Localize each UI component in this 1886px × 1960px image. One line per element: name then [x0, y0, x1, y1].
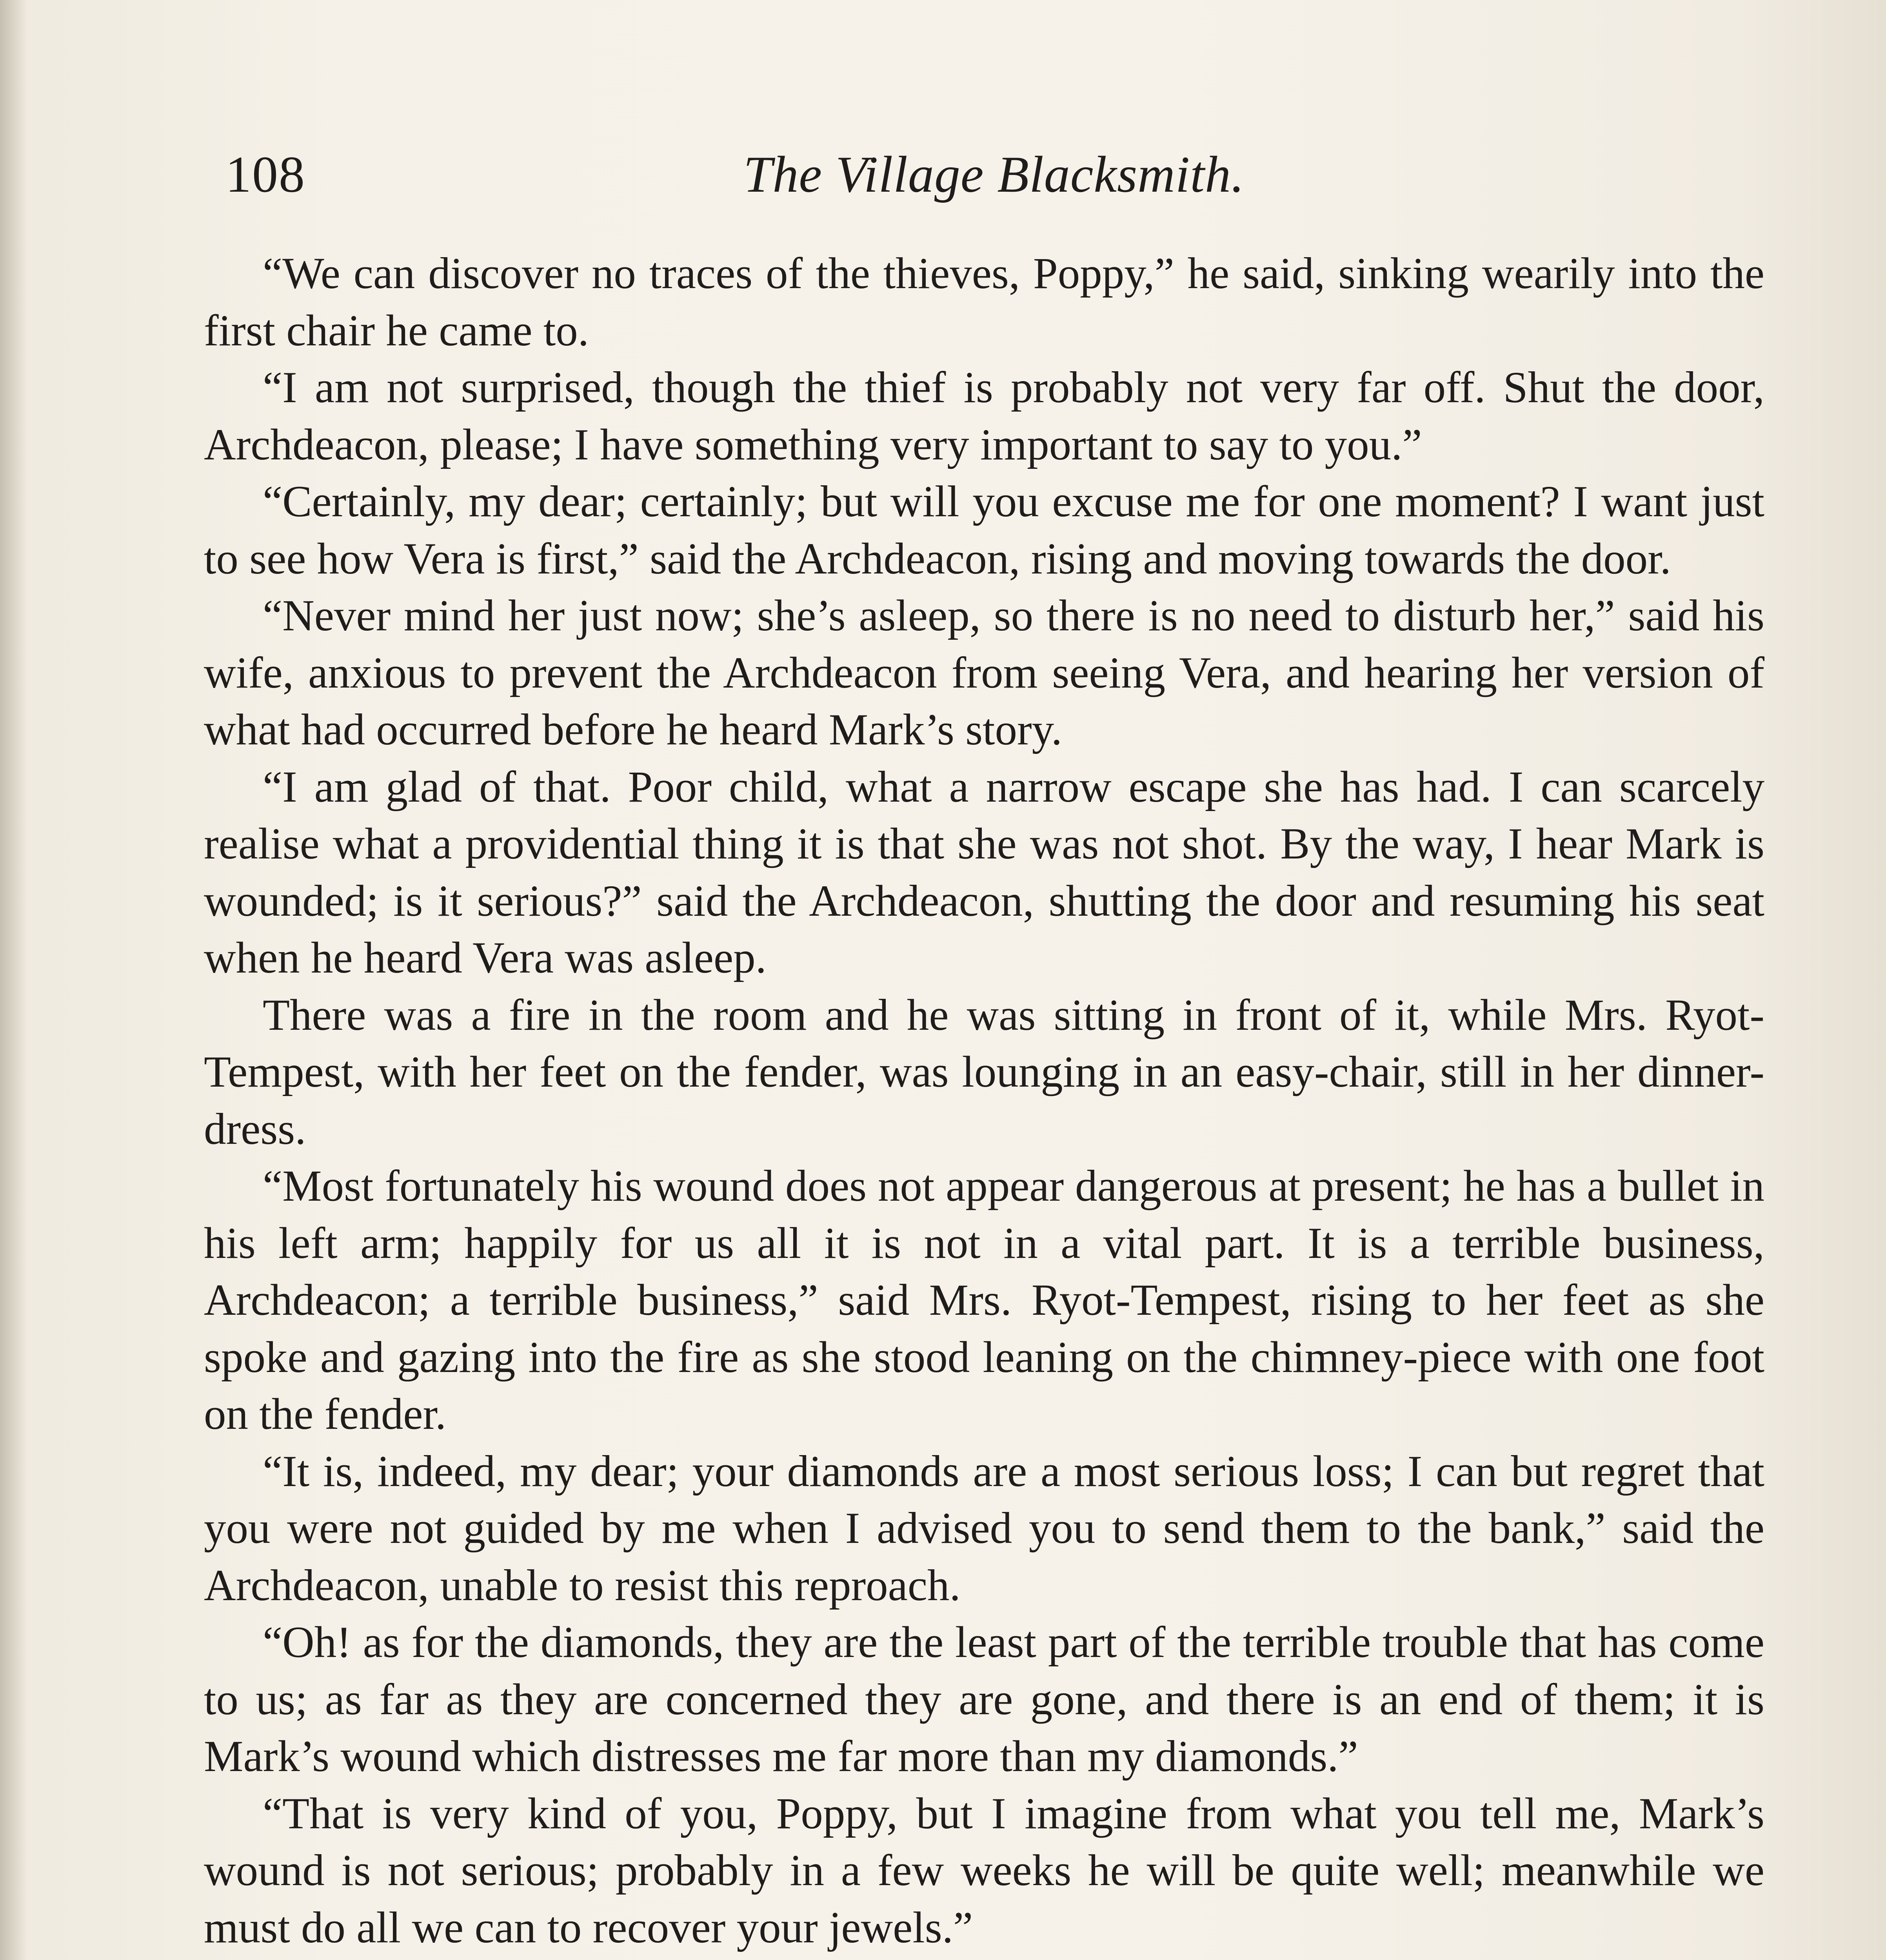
running-title: The Village Blacksmith.: [743, 145, 1245, 203]
page-gutter-shadow: [0, 0, 27, 1960]
paragraph: “Most fortunately his wound does not appear dangerous at present; he has a bullet in his left arm; happily for us all it is not in a vital part. It is a terrible business, Archdeacon; a terrible business,” said Mrs. Ryot-Tempest, rising to her feet as she spoke and gazing into the fire as she stood leaning on the chimney-piece with one foot on the fender.: [204, 1161, 1764, 1439]
paragraph: “We can discover no traces of the thieves, Poppy,” he said, sinking wearily into the first chair he came to.: [204, 249, 1764, 355]
body-text: [204, 245, 1764, 1960]
paragraph: “Never mind her just now; she’s asleep, so there is no need to disturb her,” said his wife, anxious to prevent the Archdeacon from seeing Vera, and hearing her version of what had occurred before he heard Mark’s story.: [204, 591, 1764, 754]
paragraph: “That is very kind of you, Poppy, but I imagine from what you tell me, Mark’s wound is not serious; probably in a few weeks he will be quite well; meanwhile we must do all we can to recover your jewels.”: [204, 1789, 1764, 1952]
paragraph: “Oh! as for the diamonds, they are the least part of the terrible trouble that has come to us; as far as they are concerned they are gone, and there is an end of them; it is Mark’s wound which distresses me far more than my diamonds.”: [204, 1618, 1764, 1781]
paragraph: There was a fire in the room and he was sitting in front of it, while Mrs. Ryot-Tempest, with her feet on the fender, was lounging in an easy-chair, still in her dinner-dress.: [204, 990, 1764, 1154]
page-number: 108: [225, 145, 305, 203]
paragraph: “It is, indeed, my dear; your diamonds are a most serious loss; I can but regret that you were not guided by me when I advised you to send them to the bank,” said the Archdeacon, unable to resist this reproach.: [204, 1446, 1764, 1610]
paragraph: [204, 1956, 1764, 1960]
paragraph: “Certainly, my dear; certainly; but will you excuse me for one moment? I want just to see how Vera is first,” said the Archdeacon, rising and moving towards the door.: [204, 477, 1764, 583]
paragraph: “I am glad of that. Poor child, what a narrow escape she has had. I can scarcely realise what a providential thing it is that she was not shot. By the way, I hear Mark is wounded; is it serious?” said the Archdeacon, shutting the door and resuming his seat when he heard Vera was asleep.: [204, 762, 1764, 982]
running-head: [225, 139, 1762, 210]
paragraph: “I am not surprised, though the thief is probably not very far off. Shut the door, Archdeacon, please; I have something very important to say to you.”: [204, 363, 1764, 469]
